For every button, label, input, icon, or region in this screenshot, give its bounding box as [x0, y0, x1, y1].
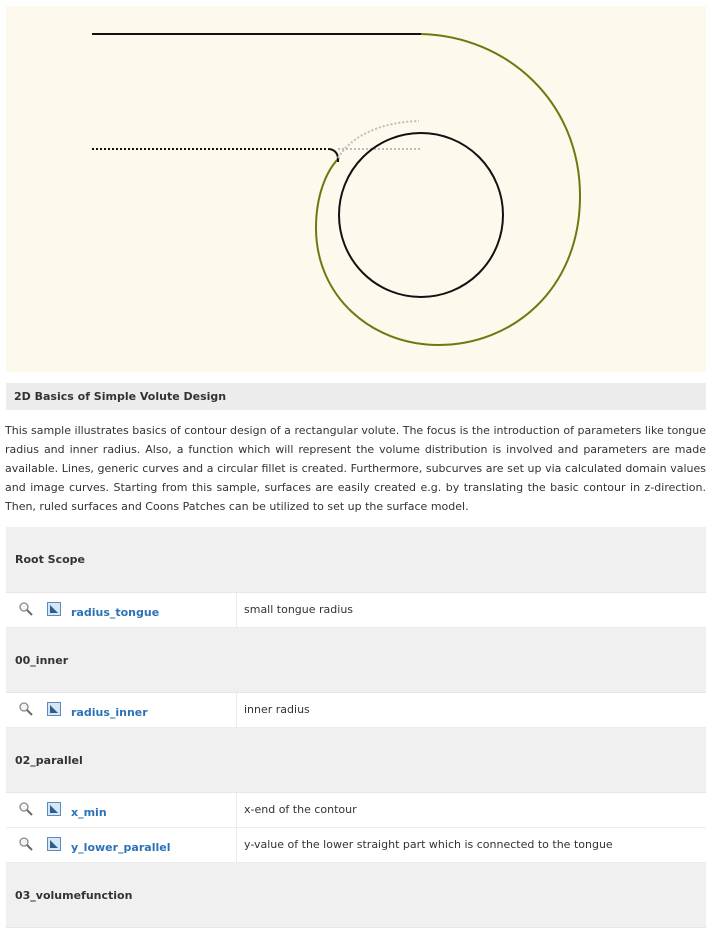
group-title: 02_parallel — [15, 754, 83, 767]
sample-title-bar — [6, 383, 706, 410]
sample-description: This sample illustrates basics of contour design of a rectangular volute. The focus is the introduction of parameters like tongue radius and inner radius. Also, a function which will represent the volume distribution is involved and parameters are made available. Lines, generic curves and a circular fillet is created. Furthermore, subcurves are set up via calculated domain values and image curves. Starting from this sample, surfaces are easily created e.g. by translating the basic contour in z-direction. Then, ruled surfaces and Coons Patches can be utilized to set up the surface model. — [5, 424, 706, 513]
group-header-root-scope — [6, 527, 706, 593]
inner-circle — [339, 133, 503, 297]
param-row-radius-tongue — [6, 593, 706, 628]
volute-figure — [6, 6, 706, 372]
parameter-icon[interactable] — [47, 801, 61, 815]
param-name-link[interactable]: x_min — [71, 806, 107, 819]
cell-divider — [236, 593, 237, 627]
group-title: 00_inner — [15, 654, 69, 667]
group-header-03-volumefunction — [6, 863, 706, 928]
magnifier-icon[interactable] — [18, 801, 34, 817]
param-name-link[interactable]: y_lower_parallel — [71, 841, 171, 854]
group-title: Root Scope — [15, 553, 86, 566]
param-description: inner radius — [244, 703, 310, 716]
volute-outer-contour — [316, 34, 580, 345]
group-title: 03_volumefunction — [15, 889, 133, 902]
parameter-icon[interactable] — [47, 601, 61, 615]
group-header-00-inner — [6, 628, 706, 693]
magnifier-icon[interactable] — [18, 836, 34, 852]
sample-title: 2D Basics of Simple Volute Design — [14, 390, 227, 403]
param-name-link[interactable]: radius_inner — [71, 706, 148, 719]
magnifier-icon[interactable] — [18, 601, 34, 617]
parameter-icon[interactable] — [47, 701, 61, 715]
param-description: x-end of the contour — [244, 803, 357, 816]
param-description: small tongue radius — [244, 603, 354, 616]
volute-drawing — [6, 6, 706, 372]
cell-divider — [236, 828, 237, 862]
param-name-link[interactable]: radius_tongue — [71, 606, 160, 619]
group-header-02-parallel — [6, 728, 706, 793]
param-row-x-min — [6, 793, 706, 828]
cell-divider — [236, 693, 237, 727]
parameter-icon[interactable] — [47, 836, 61, 850]
param-row-y-lower-parallel — [6, 828, 706, 863]
cell-divider — [236, 793, 237, 827]
param-description: y-value of the lower straight part which is connected to the tongue — [244, 838, 613, 851]
construction-arc — [338, 121, 419, 158]
param-row-radius-inner — [6, 693, 706, 728]
parameter-table — [6, 527, 706, 928]
magnifier-icon[interactable] — [18, 701, 34, 717]
